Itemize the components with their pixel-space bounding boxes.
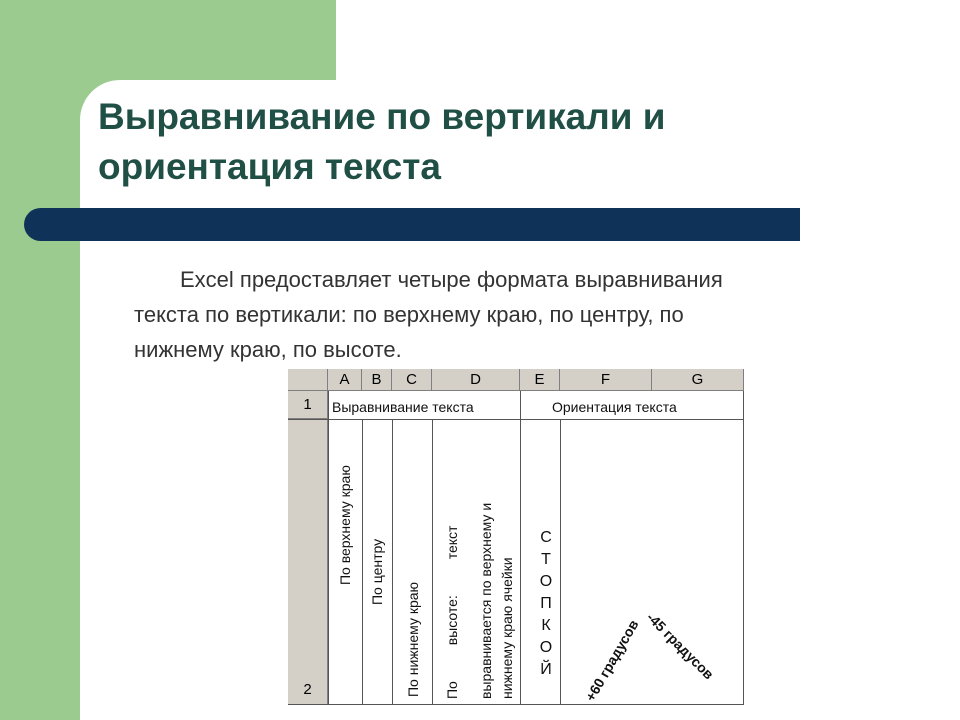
stack-letter: Й <box>540 661 552 678</box>
stack-letter: С <box>540 529 552 546</box>
spreadsheet-example <box>288 369 744 705</box>
column-header-b: B <box>362 369 392 391</box>
stack-letter: П <box>540 595 552 612</box>
grid-line <box>362 419 363 705</box>
row-header-2: 2 <box>288 419 328 705</box>
title-divider-bar <box>24 208 800 241</box>
cell-g2-text: -45 градусов <box>643 609 718 683</box>
column-header-f: F <box>560 369 652 391</box>
column-header-c: C <box>392 369 432 391</box>
sheet-corner <box>288 369 328 391</box>
cell-f2-text: +60 градусов <box>582 616 642 704</box>
stack-letter: Т <box>541 551 551 568</box>
column-header-g: G <box>652 369 744 391</box>
grid-line <box>328 391 329 705</box>
body-line-1: Excel предоставляет четыре формата выравнивания <box>180 267 723 292</box>
title-line-1: Выравнивание по вертикали и <box>98 96 666 137</box>
cell-a2-text: По верхнему краю <box>337 465 353 585</box>
body-line-2: текста по вертикали: по верхнему краю, по центру, по <box>134 302 684 327</box>
grid-line <box>743 391 744 705</box>
cell-c2-text: По нижнему краю <box>405 581 421 697</box>
title-line-2: ориентация текста <box>98 146 441 187</box>
cell-d2-line-1 <box>444 427 460 699</box>
stack-letter: К <box>541 617 551 634</box>
grid-line <box>560 419 561 705</box>
cell-e2-stacked-text <box>538 527 554 681</box>
cell-e1-merged: Ориентация текста <box>552 399 677 415</box>
slide-title <box>98 92 858 192</box>
column-header-a: A <box>328 369 362 391</box>
cell-d2-text-2: выравнивается по верхнему и <box>478 502 494 699</box>
cell-d2-text-1: По высоте: текст <box>444 525 460 699</box>
grid-line <box>392 419 393 705</box>
cell-a1-merged: Выравнивание текста <box>332 399 474 415</box>
cell-b2-text: По центру <box>369 538 385 605</box>
slide-body <box>134 262 854 367</box>
column-header-d: D <box>432 369 520 391</box>
body-line-3: нижнему краю, по высоте. <box>134 337 402 362</box>
grid-line <box>288 704 744 705</box>
grid-line <box>288 419 744 420</box>
cell-d2-text-3: нижнему краю ячейки <box>499 557 515 699</box>
stack-letter: О <box>539 573 553 590</box>
row-header-1: 1 <box>288 391 328 419</box>
grid-line <box>520 391 521 705</box>
grid-line <box>432 419 433 705</box>
stack-letter: О <box>539 639 553 656</box>
column-header-e: E <box>520 369 560 391</box>
